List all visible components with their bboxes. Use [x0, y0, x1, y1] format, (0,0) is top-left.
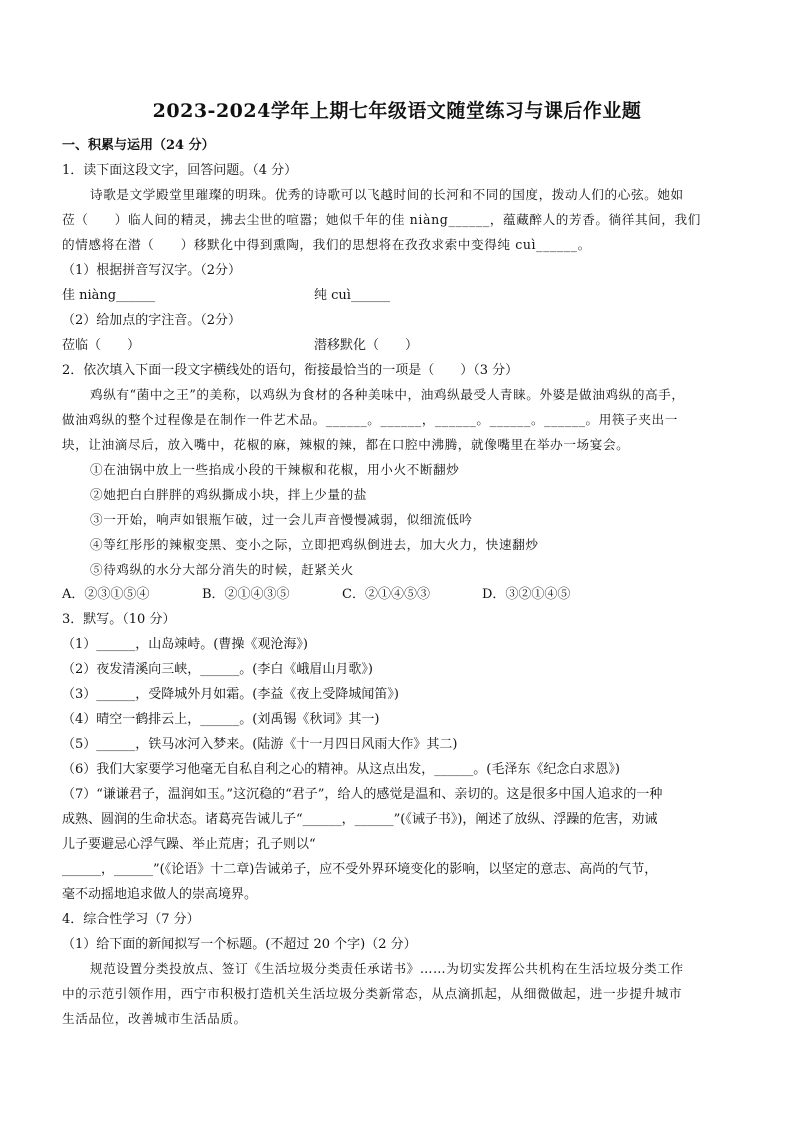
q1-sub1-a: 佳 niàng______	[62, 288, 156, 303]
q1-sub2-a: 莅临（ ）	[62, 338, 141, 353]
q2-option-d: D．③②①④⑤	[482, 587, 571, 602]
q3-line: （3）______，受降城外月如霜。(李益《夜上受降城闻笛》)	[62, 687, 399, 702]
q1-sub1: （1）根据拼音写汉字。（2分）	[62, 263, 242, 278]
q1-sub2: （2）给加点的字注音。（2分）	[62, 313, 242, 328]
q3-para7-line: （7）“谦谦君子，温润如玉。”这沉稳的“君子”，给人的感觉是温和、亲切的。这是很多中国人追求的一种	[62, 787, 663, 802]
section-heading: 一、积累与运用（24 分）	[62, 138, 215, 153]
q2-passage-line: 做油鸡纵的整个过程像是在制作一件艺术品。______。______，______。______。______。用筷子夹出一	[62, 412, 678, 427]
q1-passage-line: 的情感将在潜（ ）移默化中得到熏陶，我们的思想将在孜孜求索中变得纯 cuì______。	[62, 237, 591, 252]
q3-para7-line: 毫不动摇地追求做人的崇高境界。	[62, 887, 258, 902]
q2-option-c: C．②①④⑤③	[342, 587, 430, 602]
q3-para7-line: 儿子要避忌心浮气躁、举止荒唐；孔子则以“	[62, 837, 316, 852]
q2-stem: 2．依次填入下面一段文字横线处的语句，衔接最恰当的一项是（ ）（3 分）	[62, 363, 519, 378]
q2-option-a: A．②③①⑤④	[62, 587, 150, 602]
q3-para7-line: ______，______”(《论语》十二章)告诫弟子，应不受外界环境变化的影响，以坚定的意志、高尚的气节，	[62, 862, 658, 877]
q3-stem: 3．默写。（10 分）	[62, 612, 176, 627]
q4-passage-line: 生活品位，改善城市生活品质。	[62, 1011, 247, 1026]
q1-stem: 1．读下面这段文字，回答问题。（4 分）	[62, 163, 298, 178]
q3-para7-line: 成熟、圆润的生命状态。诸葛亮告诫儿子“______，______”(《诫子书》)，阐述了放纵、浮躁的危害，劝诫	[62, 812, 658, 827]
page-title: 2023-2024学年上期七年级语文随堂练习与课后作业题	[152, 100, 642, 122]
q2-option-b: B．②①④③⑤	[202, 587, 290, 602]
q4-sub1: （1）给下面的新闻拟写一个标题。(不超过 20 个字)（2 分）	[62, 937, 417, 952]
q1-passage-line: 莅（ ）临人间的精灵，拂去尘世的喧嚣；她似千年的佳 niàng______，蕴藏醉人的芳香。徜徉其间，我们	[62, 212, 701, 227]
q3-line: （5）______，铁马冰河入梦来。(陆游《十一月四日风雨大作》其二)	[62, 737, 458, 752]
q3-line: （1）______，山岛竦峙。(曹操《观沧海》)	[62, 637, 308, 652]
q3-line: （4）晴空一鹤排云上，______。(刘禹锡《秋词》其一)	[62, 712, 380, 727]
q2-item: ③一开始，响声如银瓶乍破，过一会儿声音慢慢减弱，似细流低吟	[90, 512, 473, 527]
q2-passage-line: 块，让油滴尽后，放入嘴中，花椒的麻，辣椒的辣，都在口腔中沸腾，就像嘴里在举办一场宴会。	[62, 437, 630, 452]
q2-item: ④等红彤彤的辣椒变黑、变小之际，立即把鸡纵倒进去，加大火力，快速翻炒	[90, 537, 539, 552]
q2-item: ①在油锅中放上一些掐成小段的干辣椒和花椒，用小火不断翻炒	[90, 462, 460, 477]
q1-passage-line: 诗歌是文学殿堂里璀璨的明珠。优秀的诗歌可以飞越时间的长河和不同的国度，拨动人们的心弦。她如	[90, 187, 684, 202]
q3-line: （6）我们大家要学习他毫无自私自利之心的精神。从这点出发，______。(毛泽东《纪念白求恩》)	[62, 762, 620, 777]
q2-item: ⑤待鸡纵的水分大部分消失的时候，赶紧关火	[90, 562, 354, 577]
q3-line: （2）夜发清溪向三峡，______。(李白《峨眉山月歌》)	[62, 662, 373, 677]
q1-sub1-b: 纯 cuì______	[314, 288, 390, 303]
q4-stem: 4．综合性学习（7 分）	[62, 912, 200, 927]
q2-passage-line: 鸡纵有“菌中之王”的美称，以鸡纵为食材的各种美味中，油鸡纵最受人青睐。外婆是做油鸡纵的高手，	[90, 387, 685, 402]
q1-sub2-b: 潜移默化（ ）	[314, 338, 419, 353]
q4-passage-line: 中的示范引领作用，西宁市积极打造机关生活垃圾分类新常态，从点滴抓起，从细微做起，进一步提升城市	[62, 986, 683, 1001]
q4-passage-line: 规范设置分类投放点、签订《生活垃圾分类责任承诺书》……为切实发挥公共机构在生活垃圾分类工作	[90, 961, 684, 976]
q2-item: ②她把白白胖胖的鸡纵撕成小块，拌上少量的盐	[90, 487, 368, 502]
